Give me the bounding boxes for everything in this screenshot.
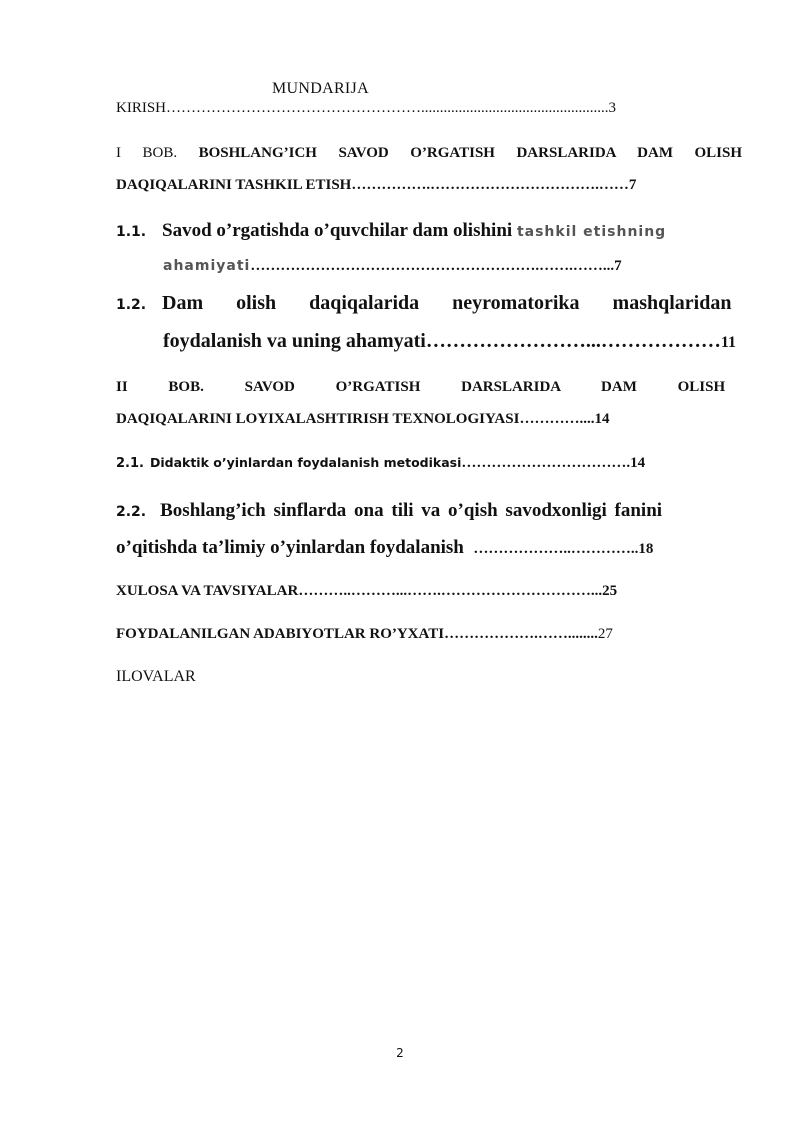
toc-page-number: 25 (602, 583, 618, 599)
toc-entry-bob1-line2 (116, 177, 742, 194)
toc-section-number: 1.1. (116, 224, 147, 240)
toc-chapter-prefix: I BOB. (116, 145, 178, 161)
toc-section-title-cont: o’qitishda ta’limiy o’yinlardan foydalanish (116, 537, 464, 558)
toc-entry-bob2-line1 (116, 379, 742, 396)
toc-section-number: 2.1. (116, 456, 144, 471)
toc-entry-adabiyotlar (116, 626, 742, 643)
toc-page-number: 18 (638, 541, 654, 557)
toc-section-title: Dam olish daqiqalarida neyromatorika mashqlaridan (162, 292, 732, 314)
toc-leader: ……………………………. (461, 455, 631, 471)
toc-section-title: Savod o’rgatishda o’quvchilar dam olishini (162, 220, 513, 241)
toc-entry-xulosa (116, 583, 742, 600)
toc-entry-2-2-line2 (116, 537, 742, 559)
toc-entry-bob1-line1 (116, 145, 742, 162)
toc-page-number: 11 (720, 334, 736, 351)
toc-chapter-title-cont: DAQIQALARINI LOYIXALASHTIRISH TEXNOLOGIYASI (116, 411, 520, 427)
toc-entry-2-2-line1 (116, 500, 742, 522)
toc-leader: ………………..………….. (473, 541, 639, 557)
toc-entry-1-2-line1 (116, 292, 742, 315)
toc-section-number: 1.2. (116, 297, 147, 313)
toc-entry-label: ILOVALAR (116, 668, 196, 685)
toc-heading: MUNDARIJA (272, 80, 369, 97)
toc-section-title: Didaktik o’yinlardan foydalanish metodikasi (149, 455, 462, 470)
toc-section-number: 2.2. (116, 504, 147, 520)
toc-section-title-cont: ahamiyati (163, 258, 251, 274)
toc-page-number: 3 (608, 100, 617, 116)
toc-section-title-gray: tashkil etishning (516, 224, 667, 240)
toc-entry-label: XULOSA VA TAVSIYALAR (116, 583, 299, 599)
toc-page-number: 14 (630, 455, 646, 471)
toc-entry-2-1 (116, 455, 742, 472)
toc-leader: ……………….……........ (444, 626, 598, 642)
toc-chapter-title: II BOB. SAVOD O’RGATISH DARSLARIDA DAM OLISH (116, 379, 726, 395)
toc-leader: ………….... (519, 411, 595, 427)
toc-chapter-title: BOSHLANG’ICH SAVOD O’RGATISH DARSLARIDA DAM OLISH (198, 145, 742, 161)
toc-section-title-cont: foydalanish va uning ahamyati (163, 330, 426, 352)
toc-page-number: 7 (614, 258, 622, 274)
toc-entry-label: KIRISH (116, 100, 167, 116)
toc-section-title: Boshlang’ich sinflarda ona tili va o’qish savodxonligi fanini (160, 500, 663, 521)
toc-entry-1-1-line1 (116, 220, 742, 242)
toc-leader: ……………………...……………… (425, 330, 721, 352)
toc-leader: …………………………………………….................................................. (166, 100, 609, 116)
toc-entry-label: FOYDALANILGAN ADABIYOTLAR RO’YXATI (116, 626, 445, 642)
toc-leader: ………..………...…….…………………………... (298, 583, 603, 599)
toc-leader: ………………………………………………….…….……... (250, 258, 615, 274)
toc-leader: …………….…………………………….…… (351, 177, 629, 193)
toc-page-number: 7 (628, 177, 637, 193)
toc-entry-ilovalar (116, 668, 742, 686)
toc-entry-kirish (116, 100, 742, 117)
toc-chapter-title-cont: DAQIQALARINI TASHKIL ETISH (116, 177, 352, 193)
page-number-footer: 2 (396, 1046, 404, 1060)
toc-page-number: 27 (597, 626, 613, 642)
toc-entry-1-2-line2 (163, 330, 742, 353)
toc-page-number: 14 (594, 411, 610, 427)
toc-entry-1-1-line2 (163, 258, 742, 275)
toc-entry-bob2-line2 (116, 411, 742, 428)
